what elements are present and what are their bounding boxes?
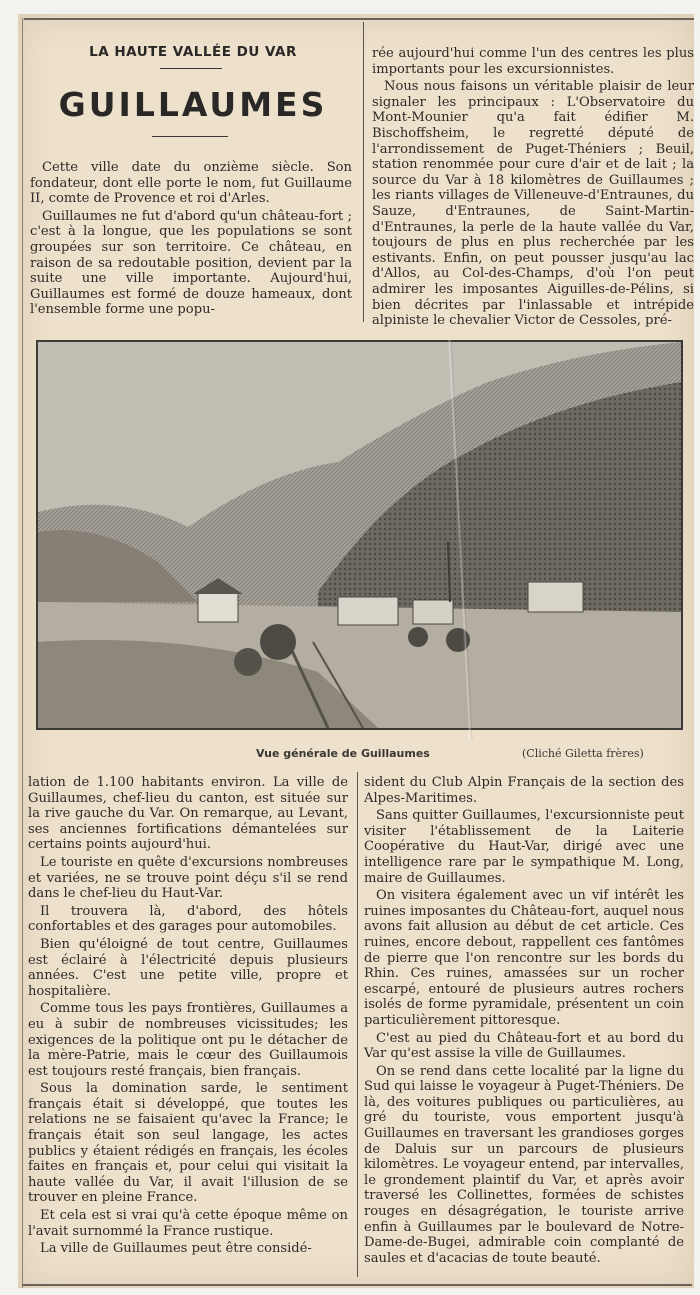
column-divider-bottom: [357, 772, 358, 1277]
village-photo: [36, 340, 683, 730]
paragraph: Cette ville date du onzième siècle. Son fondateur, dont elle porte le nom, fut Guillaume II, comte de Provence et roi d'Arles.: [30, 160, 352, 207]
title-divider: [152, 136, 228, 137]
paragraph: Le touriste en quête d'excursions nombreuses et variées, ne se trouve point déçu s'il se rend dans le chef-lieu du Haut-Var.: [28, 854, 348, 902]
paragraph: lation de 1.100 habitants environ. La ville de Guillaumes, chef-lieu du canton, est située sur la rive gauche du Var. On remarque, au Levant, ses anciennes fortifications démantelées sur certains points aujourd'hui.: [28, 775, 348, 853]
paragraph: On visitera également avec un vif intérêt les ruines imposantes du Château-fort, auquel nous avons fait allusion au début de cet article. Ces ruines, encore debout, rappellent ces fantômes de pierre que l'on rencontre sur les bords du Rhin. Ces ruines, amassées sur un rocher escarpé, entouré de plusieurs autres rochers isolés de forme pyramidale, présentent un coin particulièrement pittoresque.: [364, 888, 684, 1028]
left-rule: [22, 18, 23, 1288]
rubric-divider: [160, 68, 222, 69]
paragraph: Comme tous les pays frontières, Guillaumes a eu à subir de nombreuses vicissitudes; les exigences de la politique ont pu le détacher de la mère-Patrie, mais le cœur des Guillaumois est toujours resté français, bien français.: [28, 1001, 348, 1079]
paragraph: Sous la domination sarde, le sentiment français était si développé, que toutes les relations ne se faisaient qu'avec la France; le français était son seul langage, les actes publics y étaient rédigés en français, les écoles faites en français et, pour celui qui visitait la haute vallée du Var, il avait l'illusion de se trouver en pleine France.: [28, 1081, 348, 1206]
column-right-top: [372, 46, 694, 331]
paragraph: Sans quitter Guillaumes, l'excursionniste peut visiter l'établissement de la Laiterie Coopérative du Haut-Var, dirigé avec une intelligence rare par le sympathique M. Long, maire de Guillaumes.: [364, 808, 684, 886]
photo-caption: Vue générale de Guillaumes: [256, 747, 430, 760]
paragraph: Il trouvera là, d'abord, des hôtels confortables et des garages pour automobiles.: [28, 903, 348, 935]
paragraph: Nous nous faisons un véritable plaisir de leur signaler les principaux : L'Observatoire du Mont-Mounier qu'a fait édifier M. Bischoffsheim, le regretté député de l'arrondissement de Puget-Théniers ; Beuil, station renommée pour cure d'air et de lait ; la source du Var à 18 kilomètres de Guillaumes ; les riants villages de Villeneuve-d'Entraunes, du Sauze, d'Entraunes, de Saint-Martin-d'Entraunes, la perle de la haute vallée du Var, toujours de plus en plus recherchée par les estivants. Enfin, on peut pousser jusqu'au lac d'Allos, au Col-des-Champs, d'où l'on peut admirer les imposantes Aiguilles-de-Pélins, si bien décrites par l'inlassable et intrépide alpiniste le chevalier Victor de Cessoles, pré-: [372, 79, 694, 329]
paragraph: Bien qu'éloigné de tout centre, Guillaumes est éclairé à l'électricité depuis plusieurs années. C'est une petite ville, propre et hospitalière.: [28, 936, 348, 999]
paragraph: La ville de Guillaumes peut être considé-: [40, 1241, 312, 1257]
bottom-rule: [22, 1284, 692, 1286]
column-right-bottom: [364, 775, 684, 1268]
village-landscape-image: [38, 342, 681, 728]
section-rubric: LA HAUTE VALLÉE DU VAR: [89, 44, 297, 60]
paragraph: Guillaumes ne fut d'abord qu'un château-fort ; c'est à la longue, que les populations se sont groupées sur son territoire. Ce château, en raison de sa redoutable position, devient par la suite une ville importante. Aujourd'hui, Guillaumes est formé de douze hameaux, dont l'ensemble forme une popu-: [30, 208, 352, 318]
top-rule: [24, 18, 694, 20]
photo-credit: (Cliché Giletta frères): [522, 747, 644, 760]
paragraph: On se rend dans cette localité par la ligne du Sud qui laisse le voyageur à Puget-Théniers. De là, des voitures publiques ou particulières, au gré du touriste, vous emportent jusqu'à Guillaumes en traversant les grandioses gorges de Daluis sur un parcours de plusieurs kilomètres. Le voyageur entend, par intervalles, le grondement plaintif du Var, et après avoir traversé les Collinettes, formées de schistes rouges en désagrégation, le touriste arrive enfin à Guillaumes par le boulevard de Notre-Dame-de-Bugei, admirable coin complanté de saules et d'acacias de toute beauté.: [364, 1063, 684, 1266]
column-left-top: [30, 160, 352, 320]
paragraph: C'est au pied du Château-fort et au bord du Var qu'est assise la ville de Guillaumes.: [364, 1030, 684, 1062]
paragraph: Et cela est si vrai qu'à cette époque même on l'avait surnommé la France rustique.: [28, 1208, 348, 1239]
column-left-bottom: [28, 775, 348, 1259]
column-divider-top: [363, 22, 364, 322]
paragraph: sident du Club Alpin Français de la section des Alpes-Maritimes.: [364, 775, 684, 806]
paragraph: rée aujourd'hui comme l'un des centres les plus importants pour les excursionnistes.: [372, 46, 694, 77]
article-title: GUILLAUMES: [58, 85, 328, 124]
